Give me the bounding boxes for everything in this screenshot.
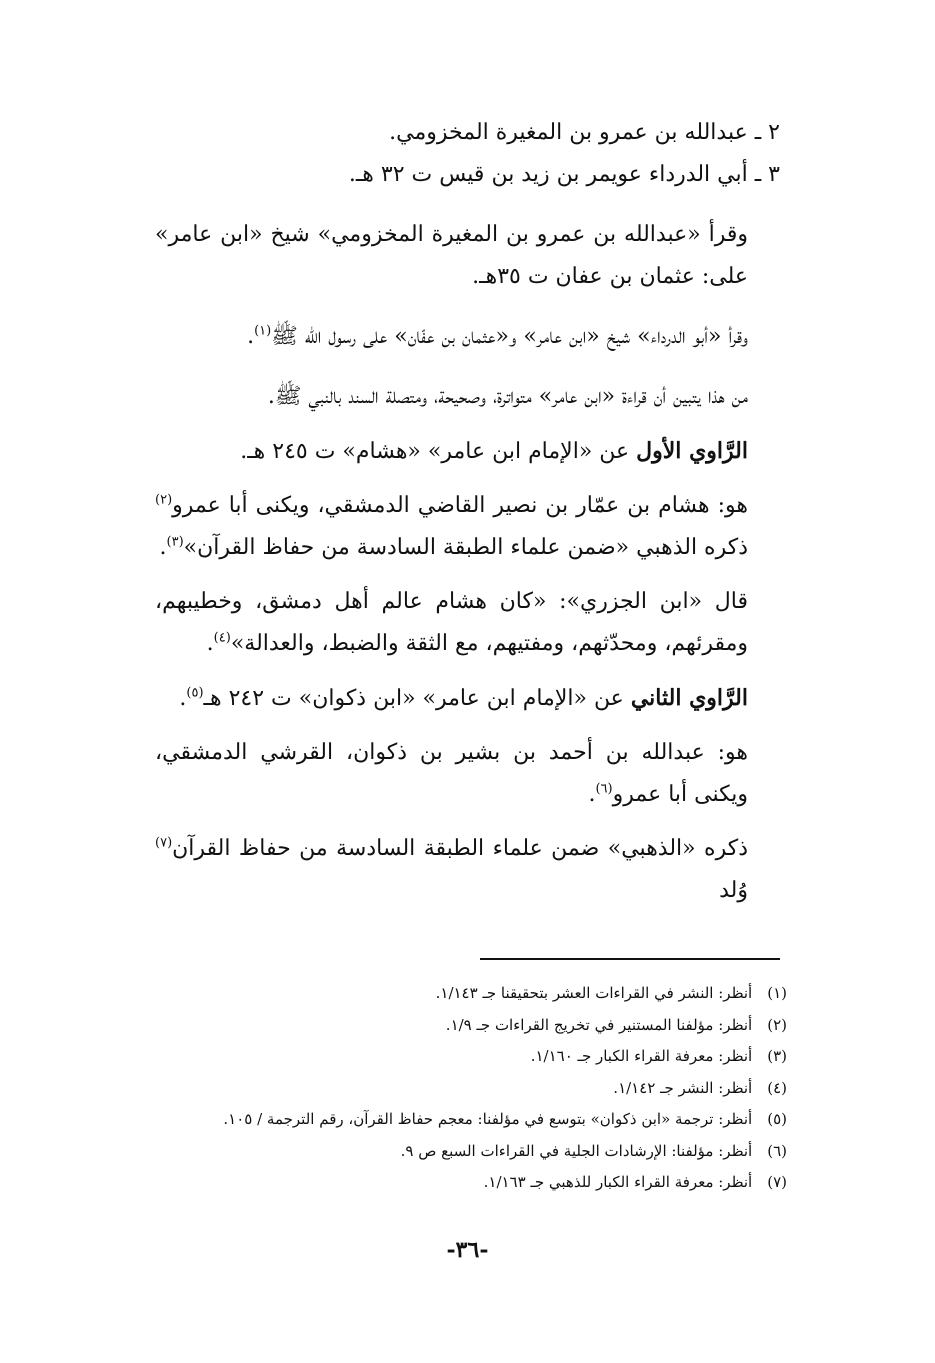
heading-end: . [179, 686, 187, 711]
footnote-number: (٣) [767, 1047, 787, 1065]
paragraph-text: هو: عبدالله بن أحمد بن بشير بن ذكوان، القرشي الدمشقي، ويكنى أبا عمرو [155, 740, 748, 807]
footnote-text: أنظر: معرفة القراء الكبار جـ ١/١٦٠. [530, 1047, 753, 1065]
footnote-item [137, 1010, 787, 1042]
footnote-number: (٥) [767, 1110, 787, 1128]
footnote-ref: (٥) [186, 685, 204, 701]
paragraph-text: ذكره الذهبي «ضمن علماء الطبقة السادسة من حفاظ القرآن» [183, 535, 748, 560]
footnote-ref: (٢) [155, 492, 173, 508]
list-item: ٣ ـ أبي الدرداء عويمر بن زيد بن قيس ت ٣٢ هـ. [348, 162, 780, 187]
footnote-item [137, 1136, 787, 1168]
footnote-number: (٦) [767, 1141, 787, 1160]
heading-rest: عن «الإمام ابن عامر» «هشام» ت ٢٤٥ هـ. [240, 439, 637, 464]
footnote-item [137, 1104, 787, 1136]
footnote-ref: (٦) [595, 781, 613, 797]
paragraph-text: وُلد [719, 878, 748, 903]
footnote-divider [480, 958, 780, 960]
footnote-text: أنظر: معرفة القراء الكبار للذهبي جـ ١/١٦٣. [483, 1173, 753, 1191]
section-heading [155, 430, 780, 473]
paragraph-end: . [159, 535, 167, 560]
heading-lead: الرَّاوي الثاني [630, 685, 748, 711]
footnote-ref: (٣) [166, 534, 184, 550]
footnote-number: (١) [767, 984, 787, 1002]
paragraph-end: . [247, 324, 255, 349]
paragraph [155, 316, 780, 358]
paragraph [155, 828, 780, 912]
footnote-ref: (٤) [213, 630, 231, 646]
section-heading [155, 677, 780, 720]
page-number: -٣٦- [446, 1237, 489, 1263]
footnote-ref: (١) [254, 323, 272, 339]
list-item: ٢ ـ عبدالله بن عمرو بن المغيرة المخزومي. [389, 120, 780, 145]
footnote-number: (٤) [767, 1078, 787, 1097]
footnote-number: (٧) [767, 1173, 787, 1191]
footnote-item [137, 978, 787, 1010]
footnote-text: أنظر: مؤلفنا المستنير في تخريج القراءات جـ ١/٩. [445, 1015, 753, 1034]
footnote-item [137, 1167, 787, 1199]
footnote-ref: (٧) [155, 835, 173, 851]
paragraph-text: هو: هشام بن عمّار بن نصير القاضي الدمشقي، ويكنى أبا عمرو [172, 493, 748, 518]
paragraph [155, 485, 780, 569]
footnotes [137, 978, 787, 1199]
footnote-item [137, 1073, 787, 1105]
paragraph-text: ذكره «الذهبي» ضمن علماء الطبقة السادسة من حفاظ القرآن [172, 836, 748, 861]
paragraph-text: وقرأ «أبو الدرداء» شيخ «ابن عامر» و«عثمان بن عفّان» على رسول الله ﷺ [271, 324, 748, 349]
heading-rest: عن «الإمام ابن عامر» «ابن ذكوان» ت ٢٤٢ هـ [203, 686, 631, 711]
footnote-number: (٢) [767, 1015, 787, 1034]
footnote-item [137, 1041, 787, 1073]
paragraph-text: قال «ابن الجزري»: «كان هشام عالم أهل دمشق، وخطيبهم، ومقرئهم، ومحدّثهم، ومفتيهم، مع الثقة والضبط، والعدالة» [155, 589, 748, 656]
paragraph [155, 732, 780, 816]
footnote-text: أنظر: النشر في القراءات العشر بتحقيقنا جـ ١/١٤٣. [435, 984, 753, 1002]
main-text [155, 112, 780, 912]
footnote-text: أنظر: مؤلفنا: الإرشادات الجلية في القراءات السبع ص ٩. [400, 1141, 753, 1160]
footnote-text: أنظر: النشر جـ ١/١٤٢. [613, 1078, 753, 1097]
paragraph [155, 581, 780, 665]
paragraph-end: . [588, 782, 596, 807]
paragraph: وقرأ «عبدالله بن عمرو بن المغيرة المخزومي» شيخ «ابن عامر» على: عثمان بن عفان ت ٣٥هـ. [155, 222, 748, 289]
paragraph-end: . [206, 631, 214, 656]
heading-lead: الرَّاوي الأول [636, 438, 748, 464]
footnote-text: أنظر: ترجمة «ابن ذكوان» بتوسع في مؤلفنا: معجم حفاظ القرآن، رقم الترجمة / ١٠٥. [223, 1110, 753, 1128]
paragraph: من هذا يتبين أن قراءة «ابن عامر» متواترة، وصحيحة، ومتصلة السند بالنبي ﷺ. [267, 384, 748, 409]
